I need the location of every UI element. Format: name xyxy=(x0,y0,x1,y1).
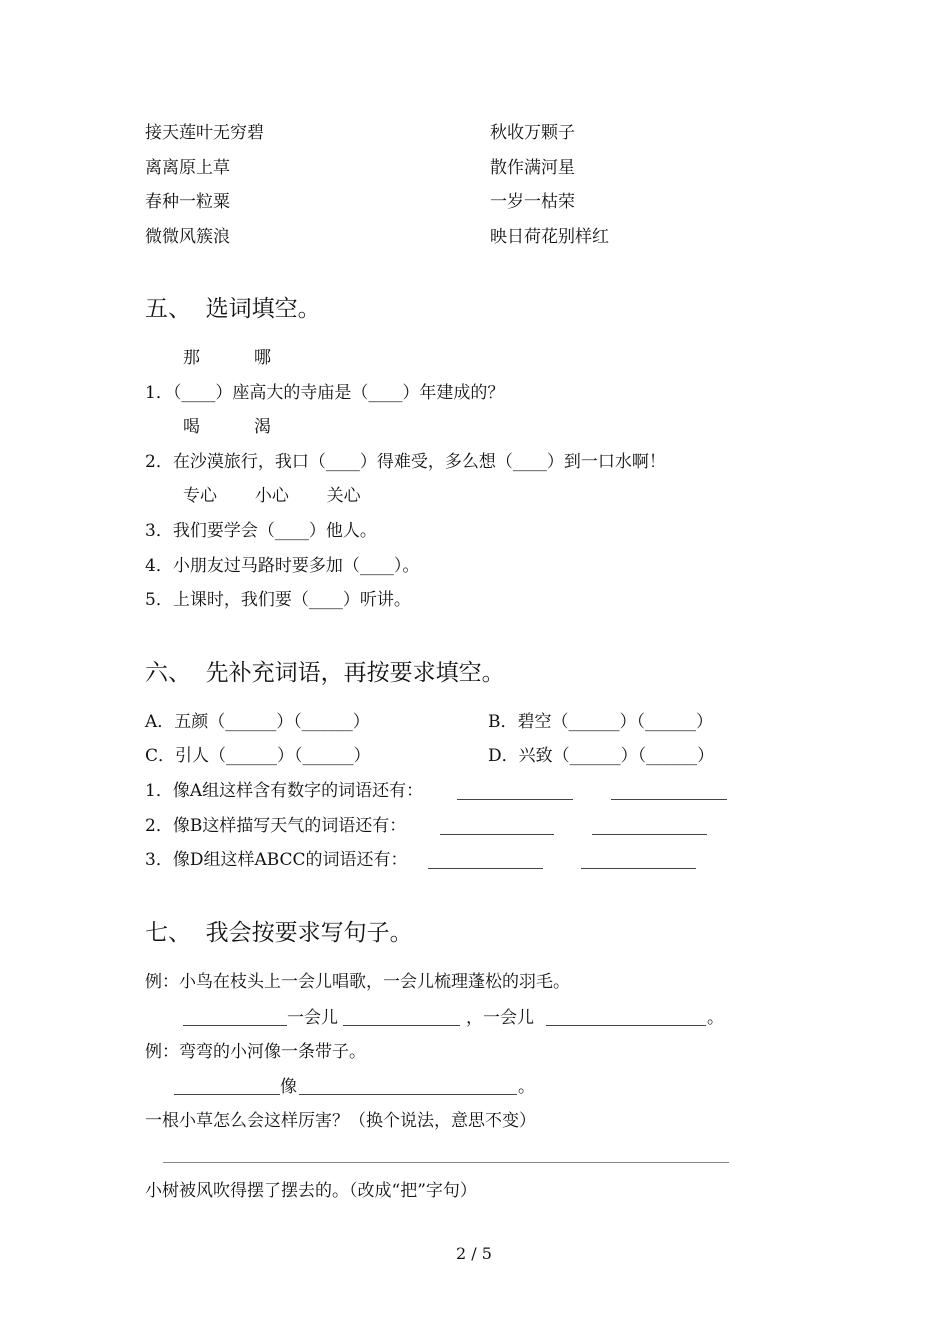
section5-question-5: 5．上课时，我们要（____）听讲。 xyxy=(145,590,411,610)
fill2-word-a: 像 xyxy=(280,1077,297,1097)
section5-question-3: 3．我们要学会（____）他人。 xyxy=(145,521,377,541)
poem-left-1: 接天莲叶无穷碧 xyxy=(145,123,264,143)
section5-question-4: 4．小朋友过马路时要多加（____）。 xyxy=(145,556,420,576)
section7-question-3: 一根小草怎么会这样厉害？（换个说法，意思不变） xyxy=(145,1111,536,1131)
section5-question-1: 1．（____）座高大的寺庙是（____）年建成的？ xyxy=(145,383,505,403)
section7-example-1: 例：小鸟在枝头上一会儿唱歌，一会儿梳理蓬松的羽毛。 xyxy=(145,972,570,992)
fill2-end: 。 xyxy=(518,1077,535,1097)
section5-question-2: 2．在沙漠旅行，我口（____）得难受，多么想（____）到一口水啊！ xyxy=(145,452,666,472)
section5-title: 五、 选词填空。 xyxy=(145,296,321,322)
section5-options-2: 喝 渴 xyxy=(183,417,272,437)
answer-line[interactable] xyxy=(457,799,573,800)
section6-item-d: D．兴致（______）（______） xyxy=(488,746,715,766)
answer-line[interactable] xyxy=(299,1094,517,1095)
poem-left-2: 离离原上草 xyxy=(145,158,230,178)
section7-title: 七、 我会按要求写句子。 xyxy=(145,920,413,946)
section6-title: 六、 先补充词语，再按要求填空。 xyxy=(145,660,505,686)
poem-left-4: 微微风簇浪 xyxy=(145,227,230,247)
poem-right-4: 映日荷花别样红 xyxy=(490,227,609,247)
poem-right-2: 散作满河星 xyxy=(490,158,575,178)
fill1-end: 。 xyxy=(707,1008,724,1028)
poem-left-3: 春种一粒粟 xyxy=(145,192,230,212)
section6-item-c: C．引人（______）（______） xyxy=(145,746,371,766)
answer-line[interactable] xyxy=(343,1025,460,1026)
section6-question-1: 1．像A组这样含有数字的词语还有： xyxy=(145,781,424,801)
section5-options-1: 那 哪 xyxy=(183,348,272,368)
page-number: 2 / 5 xyxy=(456,1244,492,1263)
answer-line[interactable] xyxy=(581,868,696,869)
section7-question-4: 小树被风吹得摆了摆去的。（改成“把”字句） xyxy=(145,1181,477,1201)
answer-line[interactable] xyxy=(440,834,554,835)
answer-line[interactable] xyxy=(546,1025,706,1026)
poem-right-3: 一岁一枯荣 xyxy=(490,192,575,212)
section5-options-3: 专心 小心 关心 xyxy=(183,486,361,506)
poem-right-1: 秋收万颗子 xyxy=(490,123,575,143)
answer-line[interactable] xyxy=(611,799,727,800)
fill1-word-b: ，一会儿 xyxy=(466,1008,534,1028)
answer-line[interactable] xyxy=(592,834,707,835)
fill1-word-a: 一会儿 xyxy=(287,1008,338,1028)
section6-item-a: A．五颜（______）（______） xyxy=(145,712,370,732)
section7-example-2: 例：弯弯的小河像一条带子。 xyxy=(145,1042,366,1062)
section6-question-2: 2．像B这样描写天气的词语还有： xyxy=(145,816,407,836)
answer-line[interactable] xyxy=(428,868,543,869)
section6-item-b: B．碧空（______）（______） xyxy=(488,712,713,732)
answer-line-long[interactable] xyxy=(163,1162,729,1163)
answer-line[interactable] xyxy=(174,1094,280,1095)
answer-line[interactable] xyxy=(183,1025,287,1026)
section6-question-3: 3．像D组这样ABCC的词语还有： xyxy=(145,850,408,870)
